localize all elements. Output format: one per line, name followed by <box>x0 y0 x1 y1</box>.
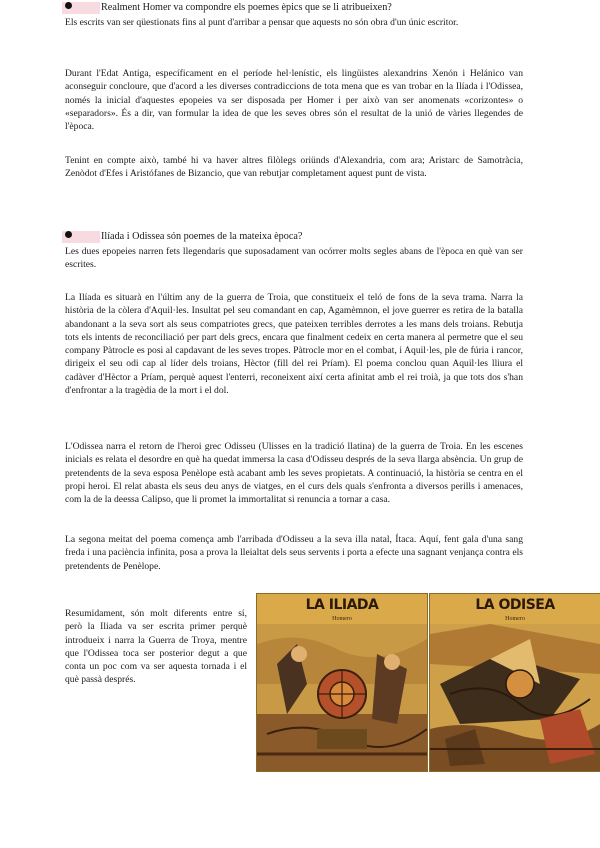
cover-title: LA ODISEA <box>475 597 555 613</box>
paragraph: Durant l'Edat Antiga, específicament en el període hel·lenístic, els lingüistes alexandrins Xenón i Helánico van aconseguir concloure, que d'acord a les diverses contradiccions de tota mena que es van trobar en la Ilíada i l'Odissea, només la inicial d'aquestes epopeies va ser disposada per Homer i per això van ser anomenats «corizontes» o «separadors». És a dir, van formular la idea de que les seves obres són el resultat de la unió de vàries llegendes de l'època. <box>65 68 523 133</box>
section-body <box>65 440 523 506</box>
section-intro <box>65 245 523 272</box>
paragraph: Les dues epopeies narren fets llegendaris que suposadament van ocórrer molts segles abans de l'època en què van ser escrites. <box>65 246 523 271</box>
section-body <box>65 154 523 181</box>
section-body <box>65 67 523 133</box>
section-body <box>65 291 523 397</box>
summary-paragraph <box>65 607 247 687</box>
bullet-icon <box>65 231 72 238</box>
section-body <box>65 533 523 573</box>
section-heading <box>65 230 302 244</box>
paragraph: Tenint en compte això, també hi va haver altres filòlegs oriünds d'Alexandria, com ara; Aristarc de Samotràcia, Zenòdot d'Efes i Aristófanes de Bizancio, que van rebutjar completament aquest punt de vista. <box>65 155 523 180</box>
section-heading-text: Ilíada i Odissea són poemes de la mateixa època? <box>101 231 303 242</box>
section-heading <box>65 1 392 15</box>
iliad-cover-image <box>256 593 428 772</box>
cover-title: LA ILIADA <box>305 597 379 613</box>
odyssey-illustration <box>430 624 600 771</box>
section-intro <box>65 16 523 29</box>
odyssey-cover-image <box>429 593 600 772</box>
paragraph: Els escrits van ser qüestionats fins al punt d'arribar a pensar que aquests no són obra d'un únic escritor. <box>65 17 459 28</box>
paragraph: La segona meitat del poema comença amb l'arribada d'Odisseu a la seva illa natal, Ítaca. Aquí, fent gala d'una sang freda i una paciència infinita, posa a prova la lleialtat dels seus servents i porta a efecte una sagnant venjança contra els pretendents de Penèlope. <box>65 534 523 572</box>
paragraph: La Ilíada es situarà en l'últim any de la guerra de Troia, que constitueix el teló de fons de la seva trama. Narra la història de la còlera d'Aquil·les. Insultat pel seu comandant en cap, Agamèmnon, el jove guerrer es retira de la batalla abandonant a la seva sort als seus compatriotes grecs, que pateixen terribles derrotes a les mans dels troians. Rebutja tots els intents de reconciliació per part dels grecs, encara que finalment cedeix en certa manera al permetre que el seu company Pàtrocle es posi al capdavant de les seves tropes. Pàtrocle mor en el combat, i Aquil·les, ple de fúria i rancor, dirigeix el seu odi cap al líder dels troians, Hèctor (fill del rei Príam). El poema conclou quan Aquil·les lliura el cadàver d'Hèctor a Príam, perquè aquest l'enterri, reconeixent així certa afinitat amb el rei troià, ja que tots dos s'han d'enfrontar a la tragèdia de la mort i el dol. <box>65 292 523 397</box>
cover-author: Homero <box>505 616 525 622</box>
section-heading-text: Realment Homer va compondre els poemes èpics que se li atribueixen? <box>101 2 392 13</box>
cover-author: Homero <box>332 616 352 622</box>
paragraph: L'Odissea narra el retorn de l'heroi grec Odisseu (Ulisses en la tradició llatina) de la guerra de Troia. En les escenes inicials es relata el desordre en què ha quedat immersa la casa d'Odisseu després de la seva llarga absència. Un grup de pretendents de la seva esposa Penèlope està acabant amb les seves propietats. A continuació, la història se centra en el propi heroi. El relat abasta els seus deu anys de viatges, en el curs dels quals s'enfronta a diversos perills i amenaces, com la de la deessa Calipso, que li promet la immortalitat si renuncia a tornar a casa. <box>65 441 523 506</box>
paragraph: Resumidament, són molt diferents entre sí, però la Iliada va ser escrita primer perquè introdueix i narra la Guerra de Troya, mentre que l'Odissea toca ser posterior degut a que conta un poc com va ser aquesta tornada i el què passà després. <box>65 608 247 686</box>
iliad-illustration <box>257 624 427 771</box>
bullet-icon <box>65 2 72 9</box>
